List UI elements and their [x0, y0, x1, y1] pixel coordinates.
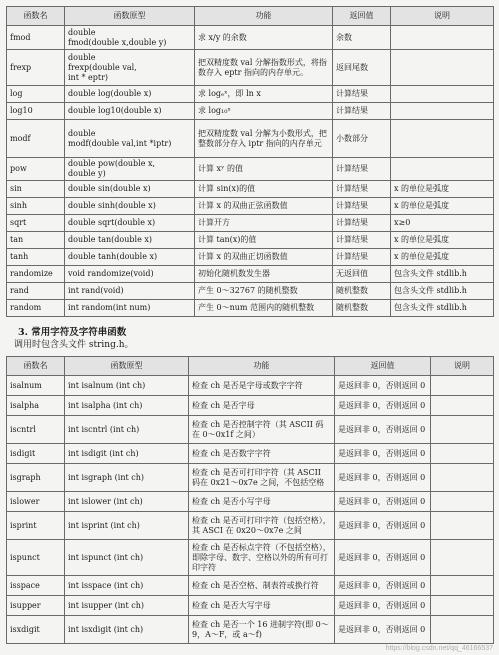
col-header: 返回值 — [333, 7, 391, 26]
table-row — [7, 158, 494, 181]
cell-prototype: double sqrt(double x) — [65, 215, 195, 232]
cell-func-name: tan — [7, 232, 65, 249]
cell-return: 计算结果 — [333, 86, 391, 103]
cell-func-name: log10 — [7, 103, 65, 120]
cell-prototype: int random(int num) — [65, 300, 195, 317]
cell-return: 是返回非 0，否则返回 0 — [335, 416, 431, 444]
table-row — [7, 596, 494, 616]
table-row — [7, 444, 494, 464]
cell-function: 求 x/y 的余数 — [195, 26, 333, 50]
table-row — [7, 26, 494, 50]
cell-prototype: int isdigit (int ch) — [65, 444, 189, 464]
watermark: https://blog.csdn.net/qq_46166537 — [385, 645, 493, 652]
cell-prototype: double modf(double val,int *iptr) — [65, 120, 195, 158]
cell-return: 是返回非 0，否则返回 0 — [335, 616, 431, 644]
cell-return: 是返回非 0，否则返回 0 — [335, 444, 431, 464]
cell-return: 是返回非 0，否则返回 0 — [335, 396, 431, 416]
cell-note — [431, 596, 494, 616]
cell-function: 检查 ch 是否小写字母 — [189, 492, 335, 512]
cell-function: 计算 sin(x)的值 — [195, 181, 333, 198]
cell-func-name: rand — [7, 283, 65, 300]
cell-prototype: int ispunct (int ch) — [65, 540, 189, 576]
col-header: 返回值 — [335, 357, 431, 376]
col-header: 函数原型 — [65, 357, 189, 376]
cell-prototype: int isalpha (int ch) — [65, 396, 189, 416]
cell-note — [391, 103, 494, 120]
table-row — [7, 181, 494, 198]
cell-func-name: isxdigit — [7, 616, 65, 644]
cell-note — [391, 26, 494, 50]
cell-note — [431, 396, 494, 416]
cell-return: 随机整数 — [333, 283, 391, 300]
cell-return: 是返回非 0，否则返回 0 — [335, 576, 431, 596]
table-row — [7, 576, 494, 596]
cell-function: 检查 ch 是否一个 16 进制字符(即 0～9，A～F，或 a～f) — [189, 616, 335, 644]
cell-func-name: isupper — [7, 596, 65, 616]
cell-note — [431, 616, 494, 644]
cell-note: 包含头文件 stdlib.h — [391, 283, 494, 300]
table-row — [7, 283, 494, 300]
cell-return: 是返回非 0，否则返回 0 — [335, 512, 431, 540]
col-header: 说明 — [391, 7, 494, 26]
table-header-row — [7, 357, 494, 376]
cell-function: 初始化随机数发生器 — [195, 266, 333, 283]
cell-return: 无返回值 — [333, 266, 391, 283]
table-row — [7, 512, 494, 540]
cell-func-name: sin — [7, 181, 65, 198]
cell-return: 返回尾数 — [333, 50, 391, 86]
cell-function: 检查 ch 是否大写字母 — [189, 596, 335, 616]
col-header: 函数名 — [7, 357, 65, 376]
section-subtext: 调用时包含头文件 string.h。 — [14, 340, 134, 350]
table-row — [7, 616, 494, 644]
cell-prototype: double log10(double x) — [65, 103, 195, 120]
cell-func-name: pow — [7, 158, 65, 181]
col-header: 函数名 — [7, 7, 65, 26]
table-row — [7, 416, 494, 444]
cell-note — [431, 416, 494, 444]
cell-prototype: int isgraph (int ch) — [65, 464, 189, 492]
cell-note — [431, 576, 494, 596]
cell-prototype: int isxdigit (int ch) — [65, 616, 189, 644]
cell-return: 是返回非 0，否则返回 0 — [335, 540, 431, 576]
cell-prototype: int isprint (int ch) — [65, 512, 189, 540]
cell-prototype: int isalnum (int ch) — [65, 376, 189, 396]
cell-return: 计算结果 — [333, 181, 391, 198]
cell-note — [391, 50, 494, 86]
col-header: 说明 — [431, 357, 494, 376]
cell-return: 是返回非 0，否则返回 0 — [335, 464, 431, 492]
table-row — [7, 198, 494, 215]
cell-prototype: int islower (int ch) — [65, 492, 189, 512]
cell-func-name: sqrt — [7, 215, 65, 232]
cell-func-name: isgraph — [7, 464, 65, 492]
cell-function: 产生 0～num 范围内的随机整数 — [195, 300, 333, 317]
table-row — [7, 120, 494, 158]
col-header: 功能 — [189, 357, 335, 376]
cell-func-name: frexp — [7, 50, 65, 86]
cell-prototype: void randomize(void) — [65, 266, 195, 283]
cell-function: 检查 ch 是否数字字符 — [189, 444, 335, 464]
cell-prototype: int isupper (int ch) — [65, 596, 189, 616]
cell-return: 余数 — [333, 26, 391, 50]
cell-func-name: tanh — [7, 249, 65, 266]
cell-prototype: int rand(void) — [65, 283, 195, 300]
table-row — [7, 249, 494, 266]
cell-prototype: double pow(double x, double y) — [65, 158, 195, 181]
cell-function: 求 logₑˣ，即 ln x — [195, 86, 333, 103]
cell-note — [431, 444, 494, 464]
cell-prototype: double tanh(double x) — [65, 249, 195, 266]
table-row — [7, 540, 494, 576]
math-functions-table — [6, 6, 494, 317]
cell-function: 产生 0～32767 的随机整数 — [195, 283, 333, 300]
cell-function: 把双精度数 val 分解为小数形式，把整数部分存入 iptr 指向的内存单元 — [195, 120, 333, 158]
table-row — [7, 232, 494, 249]
cell-return: 是返回非 0，否则返回 0 — [335, 492, 431, 512]
cell-func-name: modf — [7, 120, 65, 158]
cell-function: 计算 tan(x)的值 — [195, 232, 333, 249]
cell-prototype: int isspace (int ch) — [65, 576, 189, 596]
cell-func-name: isspace — [7, 576, 65, 596]
cell-return: 计算结果 — [333, 215, 391, 232]
cell-prototype: double sin(double x) — [65, 181, 195, 198]
char-functions-table — [6, 356, 494, 644]
cell-function: 计算 xʸ 的值 — [195, 158, 333, 181]
cell-note: x 的单位是弧度 — [391, 232, 494, 249]
cell-func-name: ispunct — [7, 540, 65, 576]
cell-func-name: isalnum — [7, 376, 65, 396]
table-row — [7, 266, 494, 283]
cell-return: 计算结果 — [333, 158, 391, 181]
table-header-row — [7, 7, 494, 26]
table-row — [7, 396, 494, 416]
cell-function: 检查 ch 是否控制字符（其 ASCII 码在 0～0x1f 之间） — [189, 416, 335, 444]
cell-prototype: int iscntrl (int ch) — [65, 416, 189, 444]
cell-function: 检查 ch 是否可打印字符（包括空格），其 ASCI 在 0x20～0x7e 之间 — [189, 512, 335, 540]
cell-prototype: double tan(double x) — [65, 232, 195, 249]
cell-prototype: double fmod(double x,double y) — [65, 26, 195, 50]
cell-func-name: sinh — [7, 198, 65, 215]
cell-function: 检查 ch 是否可打印字符（其 ASCII 码在 0x21～0x7e 之间，不包括空格 — [189, 464, 335, 492]
cell-function: 计算 x 的双曲正切函数值 — [195, 249, 333, 266]
cell-function: 检查 ch 是否空格、制表符或换行符 — [189, 576, 335, 596]
cell-note — [431, 376, 494, 396]
cell-note — [391, 120, 494, 158]
cell-function: 求 log₁₀ˣ — [195, 103, 333, 120]
cell-function: 检查 ch 是否是字母或数字字符 — [189, 376, 335, 396]
cell-return: 小数部分 — [333, 120, 391, 158]
table-row — [7, 215, 494, 232]
cell-func-name: isdigit — [7, 444, 65, 464]
cell-func-name: log — [7, 86, 65, 103]
table-row — [7, 50, 494, 86]
cell-prototype: double frexp(double val, int * eptr) — [65, 50, 195, 86]
cell-func-name: islower — [7, 492, 65, 512]
cell-note: x 的单位是弧度 — [391, 181, 494, 198]
cell-return: 计算结果 — [333, 198, 391, 215]
cell-func-name: iscntrl — [7, 416, 65, 444]
cell-return: 计算结果 — [333, 103, 391, 120]
table-row — [7, 300, 494, 317]
cell-return: 是返回非 0，否则返回 0 — [335, 376, 431, 396]
cell-func-name: random — [7, 300, 65, 317]
cell-note: 包含头文件 stdlib.h — [391, 266, 494, 283]
cell-note — [391, 158, 494, 181]
cell-prototype: double log(double x) — [65, 86, 195, 103]
cell-return: 计算结果 — [333, 232, 391, 249]
table-row — [7, 86, 494, 103]
cell-function: 把双精度数 val 分解指数形式，将指数存入 eptr 指向的内存单元。 — [195, 50, 333, 86]
section-heading: 3. 常用字符及字符串函数 — [18, 327, 127, 338]
table-row — [7, 376, 494, 396]
cell-function: 计算开方 — [195, 215, 333, 232]
col-header: 函数原型 — [65, 7, 195, 26]
cell-note — [431, 540, 494, 576]
cell-note — [391, 86, 494, 103]
cell-func-name: isalpha — [7, 396, 65, 416]
cell-prototype: double sinh(double x) — [65, 198, 195, 215]
cell-note — [431, 512, 494, 540]
cell-func-name: isprint — [7, 512, 65, 540]
cell-note: x≥0 — [391, 215, 494, 232]
cell-note — [431, 492, 494, 512]
cell-function: 检查 ch 是否字母 — [189, 396, 335, 416]
cell-func-name: fmod — [7, 26, 65, 50]
cell-note: 包含头文件 stdlib.h — [391, 300, 494, 317]
table-row — [7, 464, 494, 492]
table-row — [7, 492, 494, 512]
table-row — [7, 103, 494, 120]
cell-return: 计算结果 — [333, 249, 391, 266]
cell-function: 检查 ch 是否标点字符（不包括空格），即除字母、数字、空格以外的所有可打印字符 — [189, 540, 335, 576]
cell-return: 是返回非 0，否则返回 0 — [335, 596, 431, 616]
cell-return: 随机整数 — [333, 300, 391, 317]
col-header: 功能 — [195, 7, 333, 26]
cell-func-name: randomize — [7, 266, 65, 283]
cell-note: x 的单位是弧度 — [391, 249, 494, 266]
cell-function: 计算 x 的双曲正弦函数值 — [195, 198, 333, 215]
cell-note — [431, 464, 494, 492]
cell-note: x 的单位是弧度 — [391, 198, 494, 215]
